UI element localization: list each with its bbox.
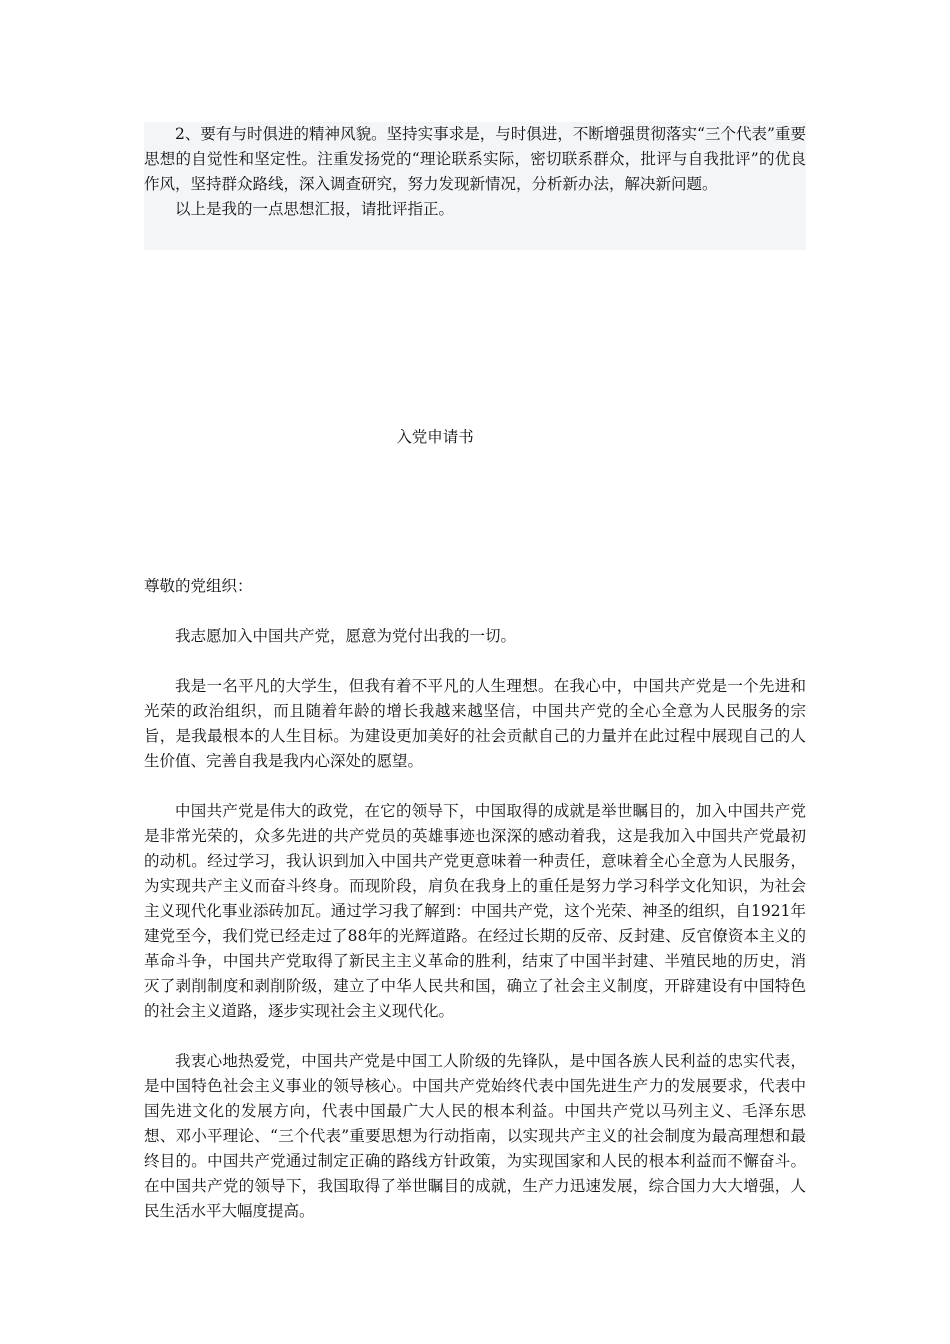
body-paragraph-2: 我是一名平凡的大学生，但我有着不平凡的人生理想。在我心中，中国共产党是一个先进和光荣的政治组织，而且随着年龄的增长我越来越坚信，中国共产党的全心全意为人民服务的宗旨，是我最根本的人生目标。为建设更加美好的社会贡献自己的力量并在此过程中展现自己的人生价值、完善自我是我内心深处的愿望。: [144, 677, 806, 770]
shaded-continuation-block: [144, 122, 806, 250]
document-title: 入党申请书: [396, 428, 474, 446]
application-body: [144, 574, 806, 1224]
body-paragraph-4: 我衷心地热爱党，中国共产党是中国工人阶级的先锋队，是中国各族人民利益的忠实代表，是中国特色社会主义事业的领导核心。中国共产党始终代表中国先进生产力的发展要求，代表中国先进文化的发展方向，代表中国最广大人民的根本利益。中国共产党以马列主义、毛泽东思想、邓小平理论、“三个代表”重要思想为行动指南，以实现共产主义的社会制度为最高理想和最终目的。中国共产党通过制定正确的路线方针政策，为实现国家和人民的根本利益而不懈奋斗。在中国共产党的领导下，我国取得了举世瞩目的成就，生产力迅速发展，综合国力大大增强，人民生活水平大幅度提高。: [144, 1052, 806, 1220]
body-paragraph-1: 我志愿加入中国共产党，愿意为党付出我的一切。: [175, 627, 517, 645]
closing-paragraph: 以上是我的一点思想汇报，请批评指正。: [175, 200, 455, 218]
point-2-paragraph: 2、要有与时俱进的精神风貌。坚持实事求是，与时俱进，不断增强贯彻落实“三个代表”重要思想的自觉性和坚定性。注重发扬党的“理论联系实际，密切联系群众，批评与自我批评”的优良作风，坚持群众路线，深入调查研究，努力发现新情况，分析新办法，解决新问题。: [144, 125, 806, 193]
salutation: 尊敬的党组织：: [144, 577, 253, 595]
body-paragraph-3: 中国共产党是伟大的政党，在它的领导下，中国取得的成就是举世瞩目的，加入中国共产党是非常光荣的，众多先进的共产党员的英雄事迹也深深的感动着我，这是我加入中国共产党最初的动机。经过学习，我认识到加入中国共产党更意味着一种责任，意味着全心全意为人民服务，为实现共产主义而奋斗终身。而现阶段，肩负在我身上的重任是努力学习科学文化知识，为社会主义现代化事业添砖加瓦。通过学习我了解到：中国共产党，这个光荣、神圣的组织，自1921年建党至今，我们党已经走过了88年的光辉道路。在经过长期的反帝、反封建、反官僚资本主义的革命斗争，中国共产党取得了新民主主义革命的胜利，结束了中国半封建、半殖民地的历史，消灭了剥削制度和剥削阶级，建立了中华人民共和国，确立了社会主义制度，开辟建设有中国特色的社会主义道路，逐步实现社会主义现代化。: [144, 802, 806, 1020]
